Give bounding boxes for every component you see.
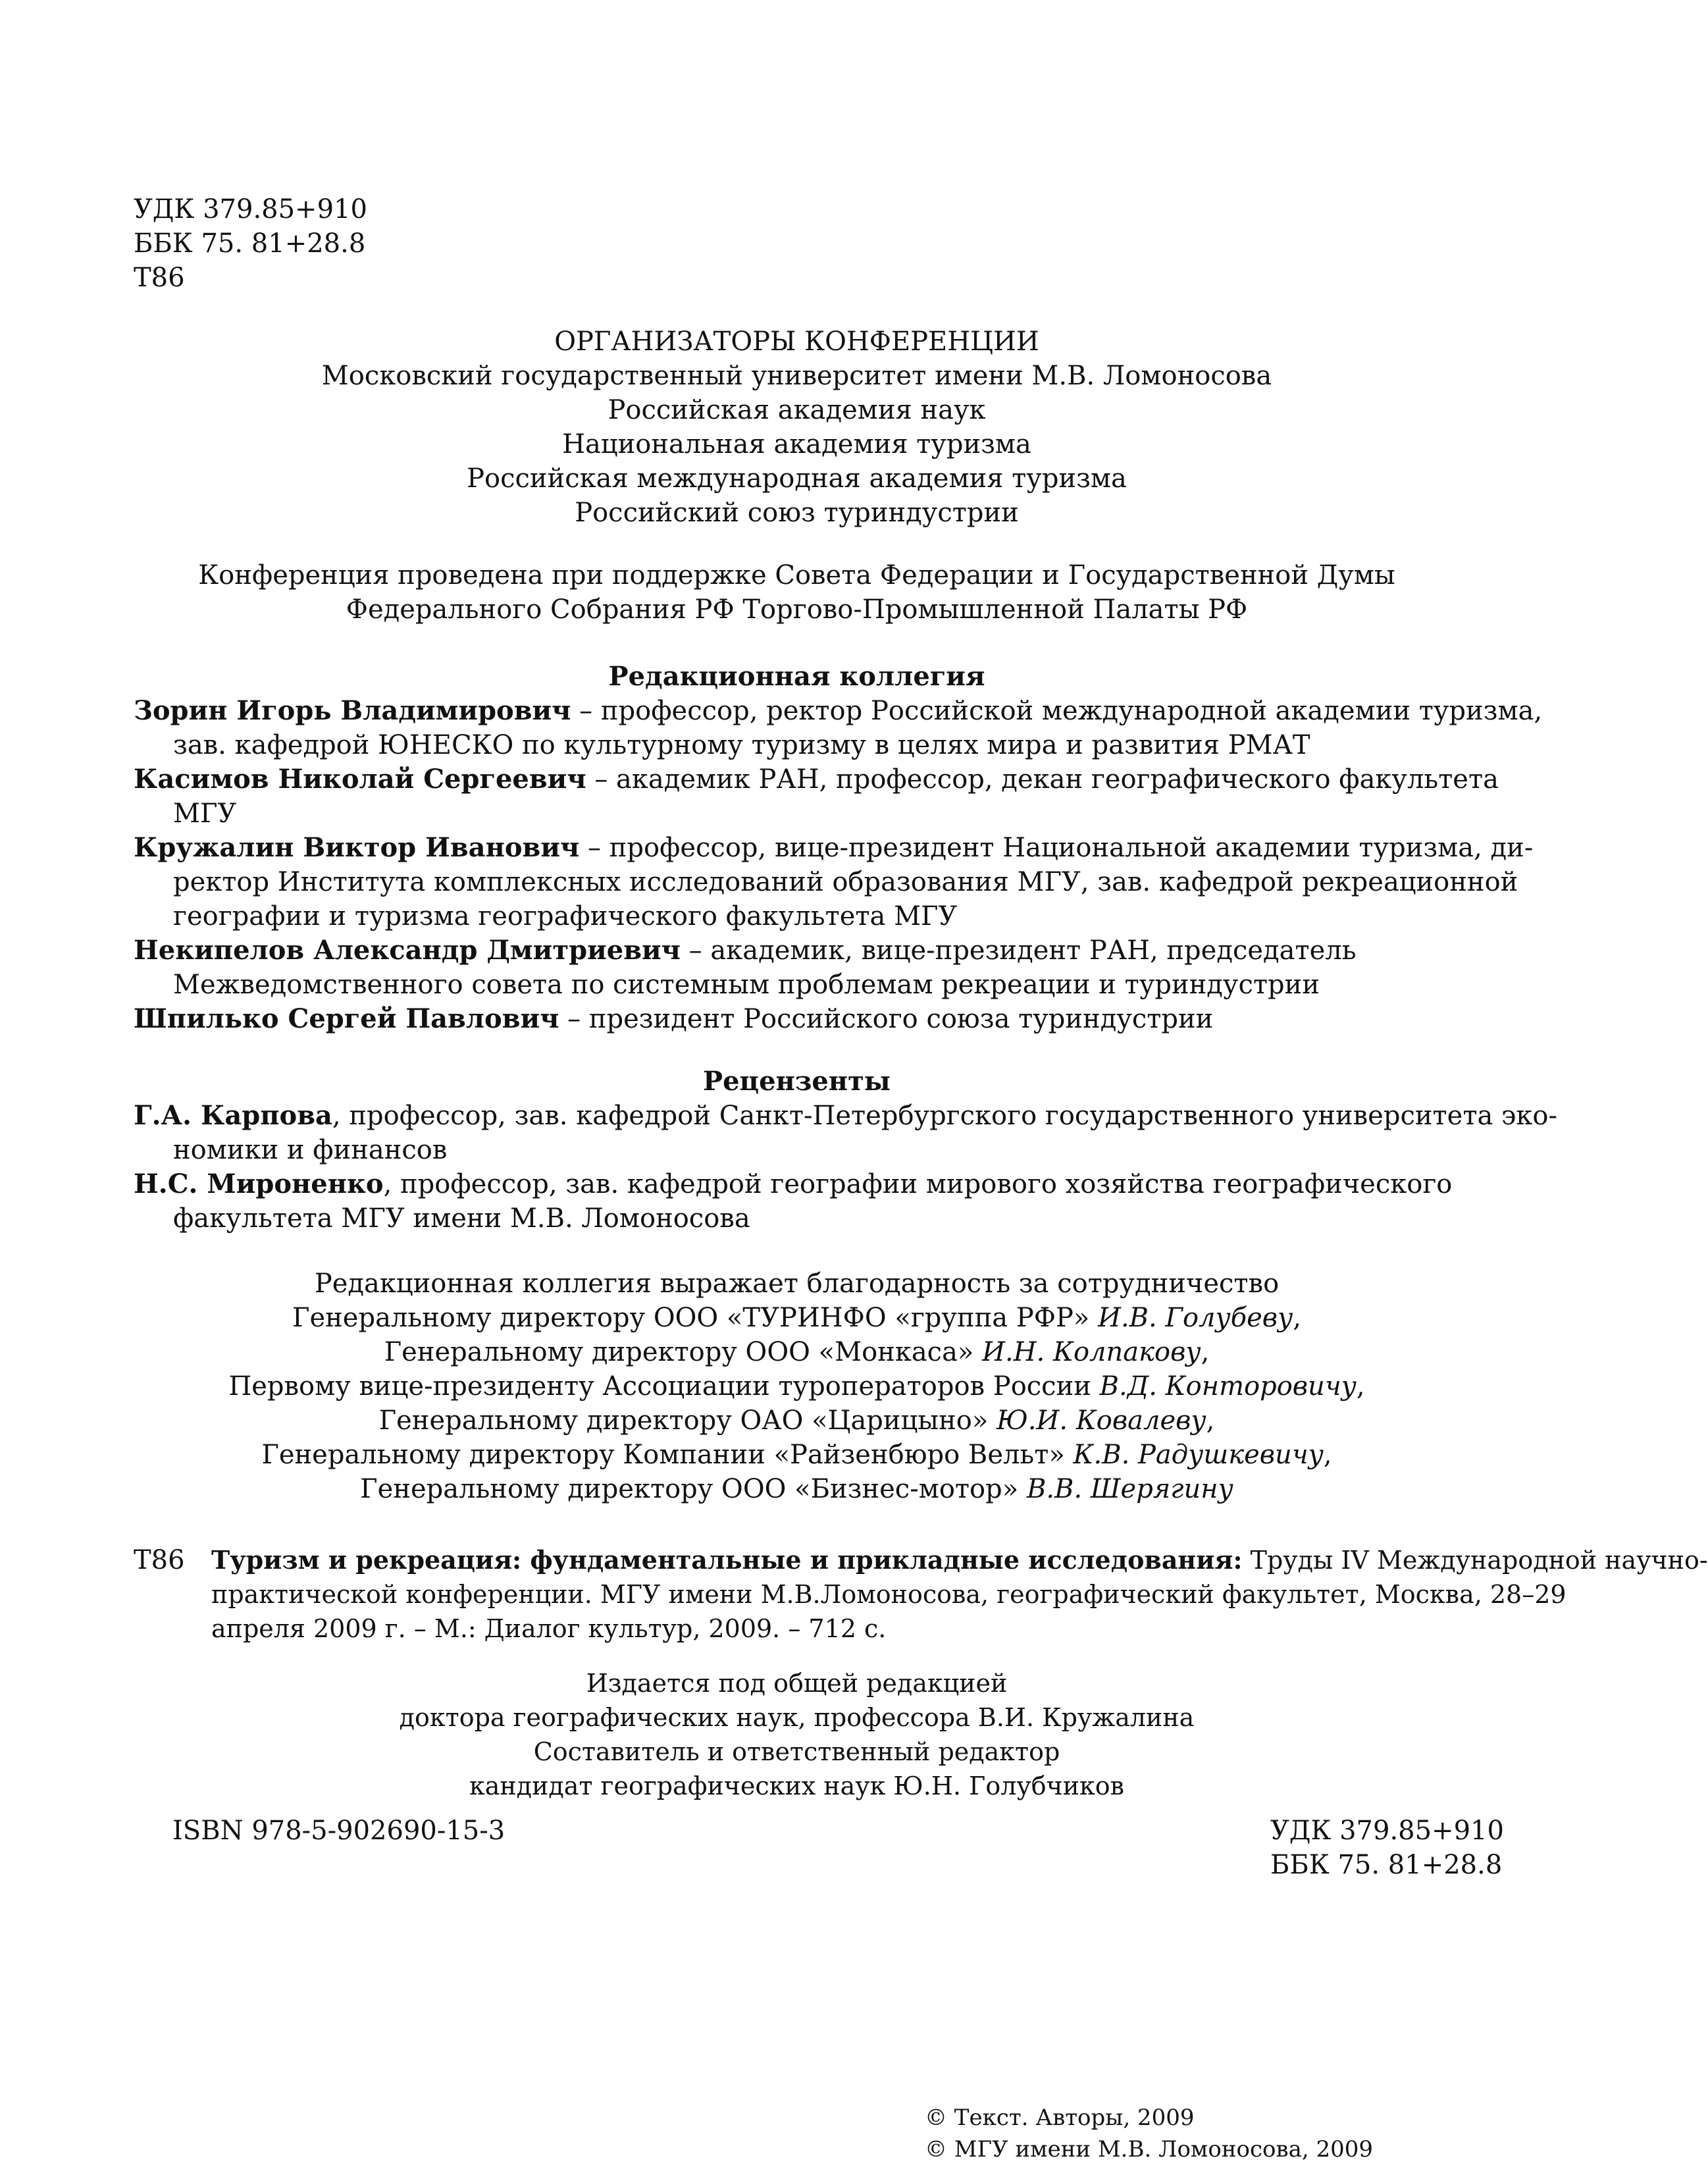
udk-code: УДК 379.85+910 [134,194,367,224]
organizers-title: ОРГАНИЗАТОРЫ КОНФЕРЕНЦИИ [554,327,1039,357]
support-line: Конференция проведена при поддержке Совета Федерации и Государственной Думы [198,560,1395,590]
organizer-item: Московский государственный университет имени М.В. Ломоносова [321,361,1272,391]
thanks-item: Генеральному директору ОАО «Царицыно» Ю.И. Ковалеву, [378,1405,1215,1436]
member-name: Кружалин Виктор Иванович [134,832,580,863]
member-role-cont: географии и туризма географического факультета МГУ [173,901,958,931]
copyright-line: © Текст. Авторы, 2009 [925,2105,1195,2131]
edition-line: кандидат географических наук Ю.Н. Голубчиков [469,1771,1125,1800]
edition-line: доктора географических наук, профессора В.И. Кружалина [399,1703,1195,1732]
edition-line: Издается под общей редакцией [586,1669,1008,1698]
editorial-member [134,831,1534,933]
acknowledgements [134,1267,1460,1506]
reviewer-name: Н.С. Мироненко [134,1168,384,1199]
copyright-line: © МГУ имени М.В. Ломоносова, 2009 [925,2136,1374,2163]
edition-line: Составитель и ответственный редактор [533,1737,1060,1766]
reviewer [134,1099,1558,1167]
biblio-code: Т86 [134,1545,185,1575]
member-role-cont: ректор Института комплексных исследований образования МГУ, зав. кафедрой рекреационной [173,867,1518,897]
thanks-person: К.В. Радушкевичу [1073,1440,1324,1470]
bbk-code: ББК 75. 81+28.8 [1270,1850,1503,1880]
member-role: – президент Российского союза туриндустрии [559,1004,1214,1034]
copyright-block [925,2102,1373,2165]
thanks-person: Ю.И. Ковалеву [996,1405,1206,1436]
editorial-member [134,762,1499,831]
member-role: – академик РАН, профессор, декан географического факультета [586,764,1499,795]
thanks-item: Генеральному директору ООО «Бизнес-мотор» В.В. Шерягину [360,1474,1233,1504]
member-role: – профессор, ректор Российской международной академии туризма, [571,696,1543,726]
isbn: ISBN 978-5-902690-15-3 [172,1816,505,1846]
organizer-item: Национальная академия туризма [562,429,1031,459]
book-subtitle: Труды IV Международной научно- [1242,1546,1708,1575]
udk-code: УДК 379.85+910 [1270,1816,1504,1846]
biblio-line: практической конференции. МГУ имени М.В.Ломоносова, географический факультет, Москва, 28–29 [211,1580,1566,1609]
member-role-cont: зав. кафедрой ЮНЕСКО по культурному туризму в целях мира и развития РМАТ [173,730,1310,760]
thanks-item: Генеральному директору Компании «Райзенбюро Вельт» К.В. Радушкевичу, [261,1440,1332,1470]
member-name: Зорин Игорь Владимирович [134,695,571,726]
member-role: – профессор, вице-президент Национальной академии туризма, ди- [579,833,1534,863]
member-name: Шпилько Сергей Павлович [134,1003,559,1034]
thanks-person: И.Н. Колпакову [982,1337,1201,1367]
bibliographic-record [134,1543,1708,1646]
bbk-code: ББК 75. 81+28.8 [134,228,366,259]
thanks-person: В.Д. Конторовичу [1099,1371,1357,1402]
member-role: – академик, вице-президент РАН, председатель [680,935,1357,966]
thanks-item: Генеральному директору ООО «ТУРИНФО «группа РФР» И.В. Голубеву, [292,1303,1302,1333]
edition-info [134,1666,1460,1803]
thanks-intro: Редакционная коллегия выражает благодарность за сотрудничество [314,1269,1280,1299]
organizer-item: Российская академия наук [608,395,986,425]
organizer-item: Российская международная академия туризма [467,463,1127,494]
editorial-member [134,1002,1460,1036]
thanks-item: Первому вице-президенту Ассоциации туроператоров России В.Д. Конторовичу, [228,1371,1365,1402]
biblio-line: апреля 2009 г. – М.: Диалог культур, 2009. – 712 с. [211,1614,887,1643]
reviewers-block [134,1064,1558,1236]
editorial-member [134,933,1460,1002]
author-mark: Т86 [134,263,185,293]
support-note [134,558,1460,627]
reviewer-role: , профессор, зав. кафедрой географии мирового хозяйства географического [383,1169,1453,1199]
bottom-classification-codes [1270,1814,1504,1882]
support-line: Федерального Собрания РФ Торгово-Промышленной Палаты РФ [346,594,1248,625]
editorial-title: Редакционная коллегия [608,661,985,692]
book-title: Туризм и рекреация: фундаментальные и прикладные исследования: [211,1545,1243,1575]
reviewer [134,1167,1460,1236]
member-name: Некипелов Александр Дмитриевич [134,935,681,966]
reviewer-role: , профессор, зав. кафедрой Санкт-Петербургского государственного университета эко- [332,1101,1558,1131]
member-role-cont: МГУ [173,799,237,829]
member-name: Касимов Николай Сергеевич [134,764,586,795]
classification-codes [134,192,594,295]
member-role-cont: Межведомственного совета по системным проблемам рекреации и туриндустрии [173,970,1320,1000]
reviewers-title: Рецензенты [703,1066,891,1097]
editorial-member [134,694,1543,762]
reviewer-role-cont: факультета МГУ имени М.В. Ломоносова [173,1203,750,1234]
editorial-board [134,660,1543,1036]
organizer-item: Российский союз туриндустрии [575,498,1019,528]
reviewer-role-cont: номики и финансов [173,1135,448,1165]
thanks-person: В.В. Шерягину [1026,1474,1233,1504]
reviewer-name: Г.А. Карпова [134,1100,332,1131]
thanks-item: Генеральному директору ООО «Монкаса» И.Н. Колпакову, [384,1337,1210,1367]
organizers-block [134,325,1460,530]
thanks-person: И.В. Голубеву [1098,1303,1293,1333]
